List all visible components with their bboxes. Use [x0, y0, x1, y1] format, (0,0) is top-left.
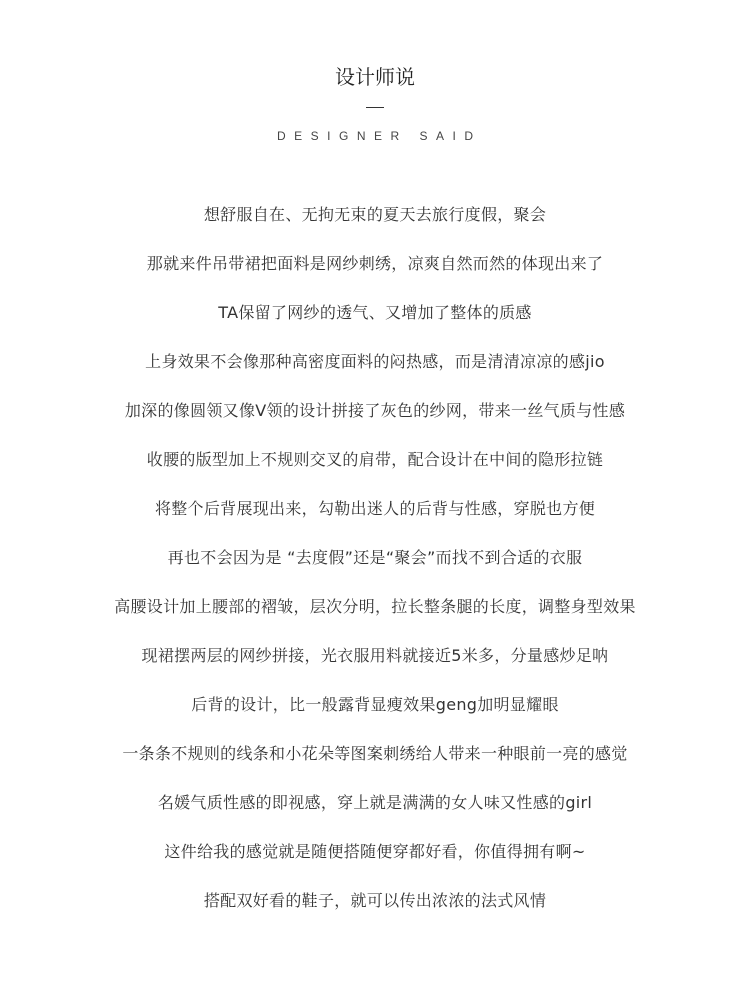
description-line: 上身效果不会像那种高密度面料的闷热感，而是清清凉凉的感jio	[145, 352, 605, 371]
description-line: 一条条不规则的线条和小花朵等图案刺绣给人带来一种眼前一亮的感觉	[122, 744, 628, 763]
description-line: 这件给我的感觉就是随便搭随便穿都好看，你值得拥有啊~	[164, 842, 586, 861]
description-lines	[0, 202, 750, 937]
title-divider	[366, 107, 384, 108]
description-line: 想舒服自在、无拘无束的夏天去旅行度假，聚会	[203, 205, 547, 224]
section-subtitle: DESIGNER SAID	[276, 129, 482, 143]
description-line: 将整个后背展现出来，勾勒出迷人的后背与性感，穿脱也方便	[154, 499, 596, 518]
description-line: 现裙摆两层的网纱拼接，光衣服用料就接近5米多，分量感炒足呐	[141, 646, 609, 665]
description-line: 加深的像圆领又像V领的设计拼接了灰色的纱网，带来一丝气质与性感	[124, 401, 626, 420]
description-line: 搭配双好看的鞋子，就可以传出浓浓的法式风情	[203, 891, 547, 910]
description-line: 高腰设计加上腰部的褶皱，层次分明，拉长整条腿的长度，调整身型效果	[114, 597, 636, 616]
description-line: 那就来件吊带裙把面料是网纱刺绣，凉爽自然而然的体现出来了	[146, 254, 604, 273]
description-line: 收腰的版型加上不规则交叉的肩带，配合设计在中间的隐形拉链	[146, 450, 604, 469]
description-line: 名媛气质性感的即视感，穿上就是满满的女人味又性感的girl	[157, 793, 593, 812]
section-title: 设计师说	[335, 65, 415, 89]
description-line: TA保留了网纱的透气、又增加了整体的质感	[218, 303, 532, 322]
description-line: 后背的设计，比一般露背显瘦效果geng加明显耀眼	[191, 695, 559, 714]
description-line: 再也不会因为是 “去度假”还是“聚会”而找不到合适的衣服	[167, 548, 583, 567]
